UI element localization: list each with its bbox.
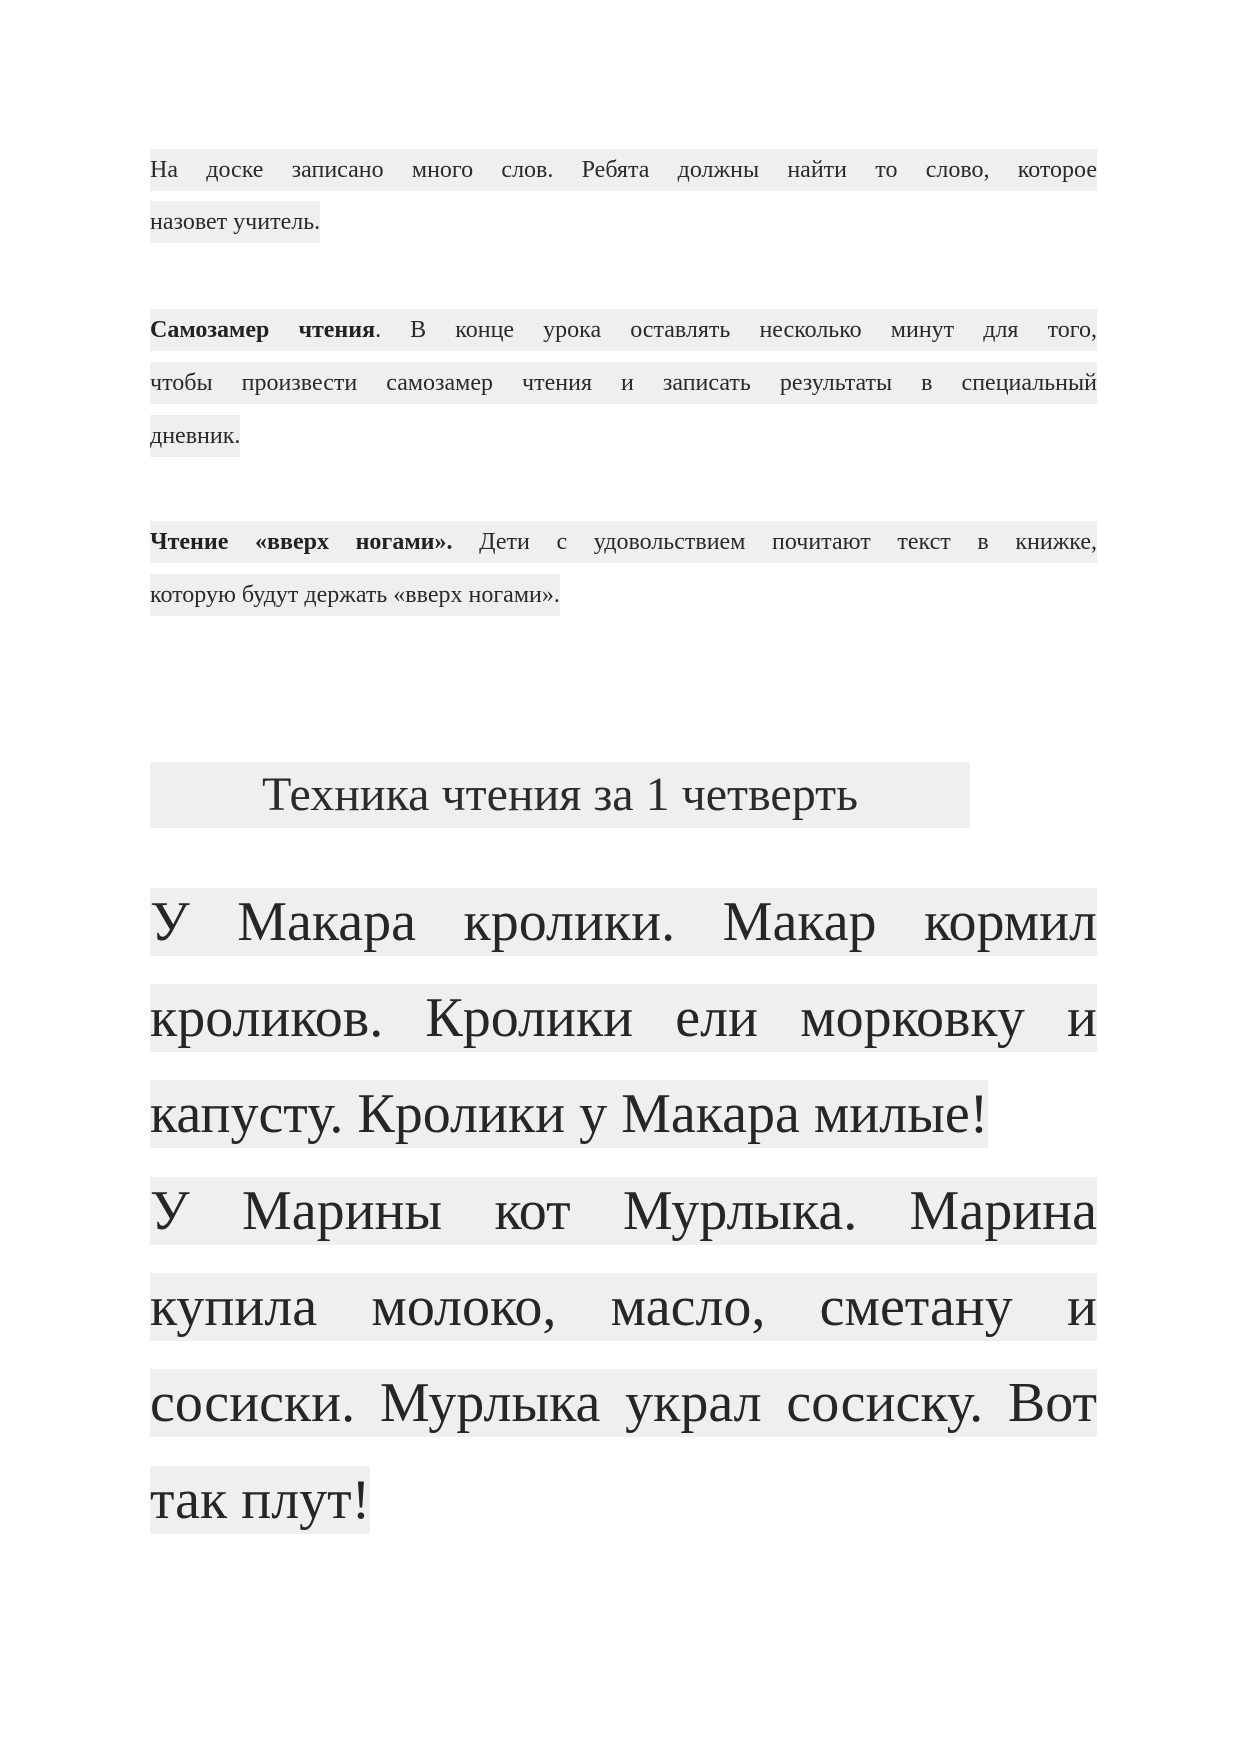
paragraph-2-term: Самозамер чтения [150,317,376,343]
reading-line-3: капусту. Кролики у Макара милые! [150,1080,988,1148]
reading-line-1: У Макара кролики. Макар кормил [150,888,1097,956]
reading-line-2: кроликов. Кролики ели морковку и [150,984,1097,1052]
paragraph-2-line-1-text: . В конце урока оставлять несколько минут для того, [375,317,1097,343]
paragraph-3-term: Чтение «вверх ногами». [150,529,453,555]
paragraph-1-line-2: назовет учитель. [150,201,320,243]
reading-line-5: купила молоко, масло, сметану и [150,1273,1097,1341]
paragraph-3-line-1-text: Дети с удовольствием почитают текст в книжке, [452,529,1098,555]
paragraph-3-line-2: которую будут держать «вверх ногами». [150,574,560,616]
reading-line-6: сосиски. Мурлыка украл сосиску. Вот [150,1369,1097,1437]
reading-line-7: так плут! [150,1466,370,1534]
paragraph-2-line-2: чтобы произвести самозамер чтения и записать результаты в специальный [150,362,1097,404]
paragraph-1-line-1: На доске записано много слов. Ребята должны найти то слово, которое [150,149,1097,191]
section-heading: Техника чтения за 1 четверть [150,762,970,828]
paragraph-2-line-3: дневник. [150,415,240,457]
reading-line-4: У Марины кот Мурлыка. Марина [150,1177,1097,1245]
paragraph-3-line-1 [150,521,1097,563]
paragraph-2-line-1 [150,309,1097,351]
